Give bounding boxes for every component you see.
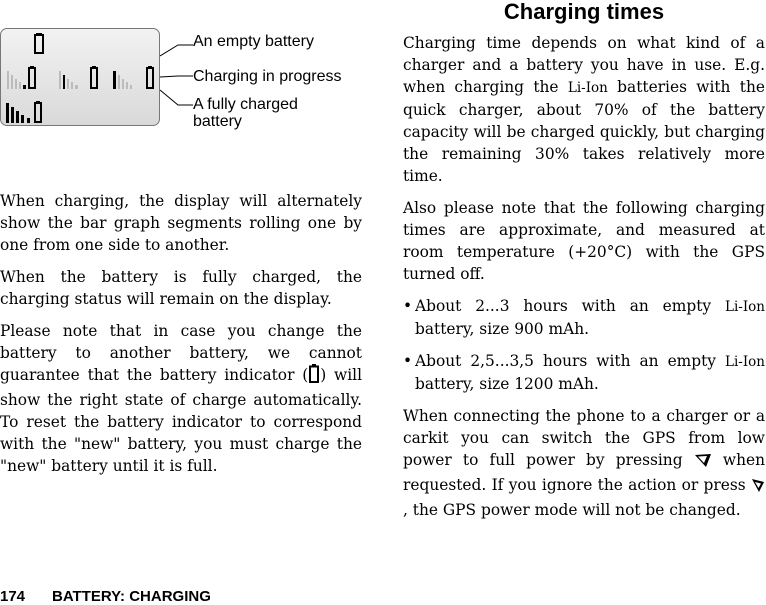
text-segment: About 2...3 hours with an empty [415,297,725,315]
battery-states-illustration [1,29,159,125]
callout-full-battery: A fully charged battery [193,96,298,130]
paragraph-rolling-segments: When charging, the display will alternately show the bar graph segments rolling one by one from one side to another. [0,192,362,254]
text-segment: ) will show the right state of charge automatically. To reset the battery indicator to correspond with the "new" battery, you must charge the "new" battery until it is full. [0,366,362,475]
paragraph-gps-power [403,405,765,521]
section-heading: Charging times [503,0,665,24]
full-battery-icon [6,101,41,123]
charging-progress-icon-1 [7,66,35,89]
text-segment: Charging time depends on what kind of a charger and a battery you have in use. E.g. when charging the [403,34,765,96]
text-segment: when requested. If you ignore the action or press [403,451,766,494]
empty-battery-icon [35,33,43,53]
list-item: • About 2...3 hours with an empty Li-Ion battery, size 900 mAh. [403,297,765,338]
callout-empty-battery: An empty battery [193,33,314,50]
text-segment: battery, size 900 mAh. [415,320,590,338]
paragraph-fully-charged: When the battery is fully charged, the charging status will remain on the display. [0,268,362,308]
battery-indicator-icon [308,364,320,389]
right-softkey-icon [751,477,765,499]
liion-term: Li-Ion [725,299,765,315]
liion-term: Li-Ion [567,80,608,96]
page-number: 174 [0,588,26,605]
paragraph-charging-time [403,32,765,187]
charging-progress-icon-2 [59,66,97,89]
battery-display-figure [0,28,160,126]
right-column [403,32,765,531]
left-softkey-icon [694,452,712,474]
liion-term: Li-Ion [725,354,765,370]
text-segment: battery, size 1200 mAh. [415,375,599,393]
text-segment: About 2,5...3,5 hours with an empty [415,352,725,370]
callout-charging-progress: Charging in progress [193,68,342,85]
list-item: • About 2,5...3,5 hours with an empty Li-Ion battery, size 1200 mAh. [403,352,765,393]
paragraph-approximate-times: Also please note that the following charging times are approximate, and measured at room temperature (+20°C) with the GPS turned off. [403,199,765,283]
text-segment: Please note that in case you change the battery to another battery, we cannot guarantee that the battery indicator ( [0,322,362,384]
text-segment: batteries with the quick charger, about 70% of the battery capacity will be charged quickly, but charging the remaining 30% takes relatively more time. [403,78,765,185]
text-segment: , the GPS power mode will not be changed. [403,501,741,519]
left-column [0,190,362,487]
charging-progress-icon-3 [113,66,153,89]
paragraph-battery-change [0,320,362,477]
text-segment: When connecting the phone to a charger or a carkit you can switch the GPS from low power to full power by pressing [403,407,765,469]
running-header: BATTERY: CHARGING [52,588,211,605]
page-footer [0,588,211,605]
